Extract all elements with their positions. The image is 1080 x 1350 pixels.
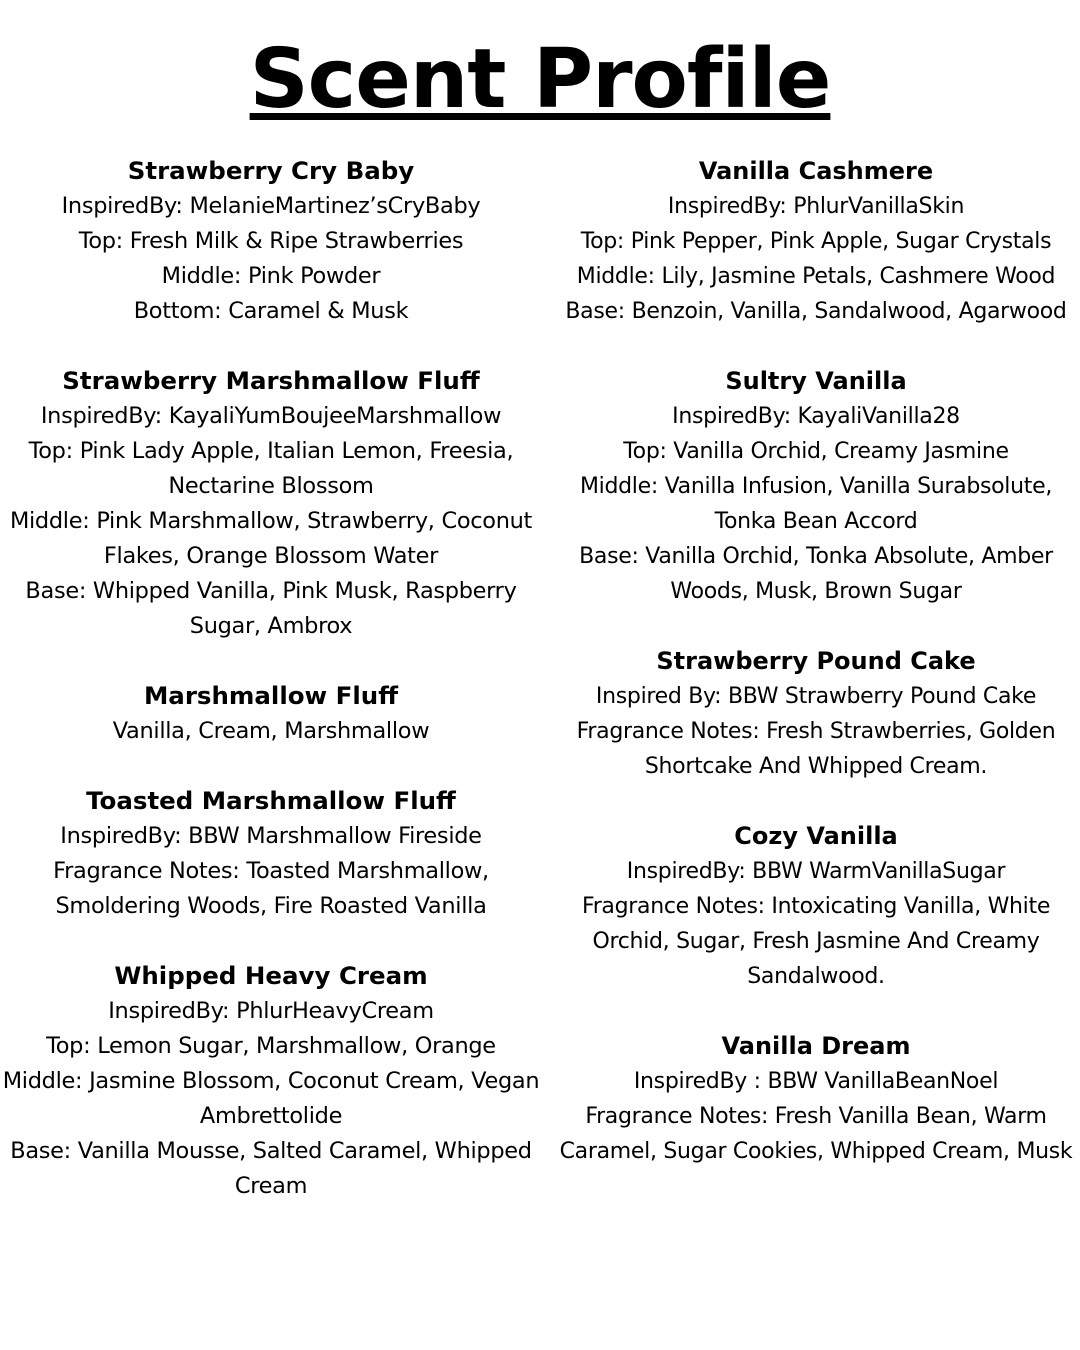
scent-fragrance-notes: Fragrance Notes: Fresh Vanilla Bean, Warm Caramel, Sugar Cookies, Whipped Cream, Musk bbox=[559, 1104, 1073, 1164]
scent-notes: Vanilla, Cream, Marshmallow bbox=[112, 719, 430, 744]
scent-name: Strawberry Cry Baby bbox=[127, 157, 415, 185]
scent-inspired-by: InspiredBy: BBW WarmVanillaSugar bbox=[626, 859, 1006, 884]
scent-strawberry-cry-baby bbox=[0, 154, 547, 329]
scent-vanilla-cashmere bbox=[552, 154, 1080, 329]
scent-fragrance-notes: Fragrance Notes: Intoxicating Vanilla, White Orchid, Sugar, Fresh Jasmine And Creamy Sandalwood. bbox=[581, 894, 1051, 989]
scent-inspired-by: InspiredBy: KayaliYumBoujeeMarshmallow bbox=[40, 404, 502, 429]
scent-middle-notes: Middle: Pink Marshmallow, Strawberry, Coconut Flakes, Orange Blossom Water bbox=[9, 509, 533, 569]
scent-name: Marshmallow Fluff bbox=[143, 682, 399, 710]
scent-top-notes: Top: Vanilla Orchid, Creamy Jasmine bbox=[623, 439, 1009, 464]
scent-middle-notes: Middle: Pink Powder bbox=[161, 264, 381, 289]
scent-base-notes: Base: Vanilla Mousse, Salted Caramel, Whipped Cream bbox=[10, 1139, 532, 1199]
scent-top-notes: Top: Pink Lady Apple, Italian Lemon, Freesia, Nectarine Blossom bbox=[28, 439, 514, 499]
scent-name: Vanilla Cashmere bbox=[698, 157, 934, 185]
scent-name: Cozy Vanilla bbox=[734, 822, 898, 850]
scent-strawberry-marshmallow-fluff bbox=[0, 364, 547, 644]
scent-middle-notes: Middle: Lily, Jasmine Petals, Cashmere Wood bbox=[576, 264, 1056, 289]
scent-top-notes: Top: Pink Pepper, Pink Apple, Sugar Crystals bbox=[580, 229, 1052, 254]
scent-name: Sultry Vanilla bbox=[725, 367, 907, 395]
right-column bbox=[552, 154, 1080, 1169]
scent-name: Whipped Heavy Cream bbox=[114, 962, 428, 990]
left-column bbox=[0, 154, 542, 1204]
scent-strawberry-pound-cake bbox=[552, 644, 1080, 784]
scent-base-notes: Base: Whipped Vanilla, Pink Musk, Raspberry Sugar, Ambrox bbox=[25, 579, 517, 639]
scent-inspired-by: InspiredBy: KayaliVanilla28 bbox=[672, 404, 960, 429]
scent-name: Strawberry Marshmallow Fluff bbox=[62, 367, 480, 395]
scent-fragrance-notes: Fragrance Notes: Fresh Strawberries, Golden Shortcake And Whipped Cream. bbox=[576, 719, 1056, 779]
scent-base-notes: Base: Benzoin, Vanilla, Sandalwood, Agarwood bbox=[565, 299, 1067, 324]
scent-top-notes: Top: Lemon Sugar, Marshmallow, Orange bbox=[46, 1034, 496, 1059]
scent-base-notes: Base: Vanilla Orchid, Tonka Absolute, Amber Woods, Musk, Brown Sugar bbox=[579, 544, 1053, 604]
scent-marshmallow-fluff bbox=[0, 679, 547, 749]
scent-inspired-by: InspiredBy: MelanieMartinez’sCryBaby bbox=[61, 194, 481, 219]
scent-cozy-vanilla bbox=[552, 819, 1080, 994]
scent-fragrance-notes: Fragrance Notes: Toasted Marshmallow, Smoldering Woods, Fire Roasted Vanilla bbox=[53, 859, 489, 919]
scent-middle-notes: Middle: Vanilla Infusion, Vanilla Surabsolute, Tonka Bean Accord bbox=[579, 474, 1053, 534]
scent-whipped-heavy-cream bbox=[0, 959, 547, 1204]
scent-middle-notes: Middle: Jasmine Blossom, Coconut Cream, Vegan Ambrettolide bbox=[2, 1069, 540, 1129]
scent-top-notes: Top: Fresh Milk & Ripe Strawberries bbox=[78, 229, 464, 254]
scent-inspired-by: InspiredBy: PhlurHeavyCream bbox=[108, 999, 434, 1024]
scent-sultry-vanilla bbox=[552, 364, 1080, 609]
scent-toasted-marshmallow-fluff bbox=[0, 784, 547, 924]
scent-name: Toasted Marshmallow Fluff bbox=[86, 787, 456, 815]
scent-inspired-by: Inspired By: BBW Strawberry Pound Cake bbox=[595, 684, 1037, 709]
scent-vanilla-dream bbox=[552, 1029, 1080, 1169]
scent-inspired-by: InspiredBy: BBW Marshmallow Fireside bbox=[60, 824, 482, 849]
scent-inspired-by: InspiredBy : BBW VanillaBeanNoel bbox=[633, 1069, 999, 1094]
scent-name: Vanilla Dream bbox=[721, 1032, 911, 1060]
scent-name: Strawberry Pound Cake bbox=[656, 647, 976, 675]
page-title: Scent Profile bbox=[249, 32, 831, 127]
scent-bottom-notes: Bottom: Caramel & Musk bbox=[133, 299, 409, 324]
scent-inspired-by: InspiredBy: PhlurVanillaSkin bbox=[667, 194, 965, 219]
